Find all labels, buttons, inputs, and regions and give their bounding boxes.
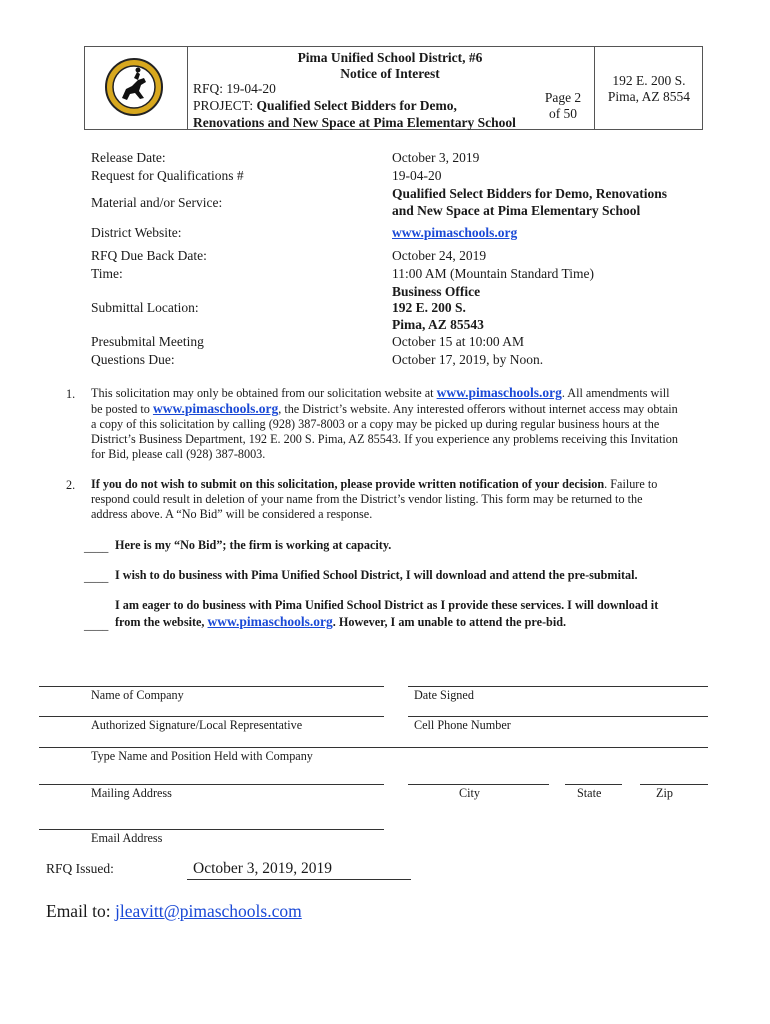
cell-phone-label: Cell Phone Number (414, 718, 511, 732)
option-no-bid: Here is my “No Bid”; the firm is working at capacity. (115, 538, 392, 552)
text-run: from the website, (115, 615, 208, 629)
city-line[interactable] (408, 784, 549, 785)
questions-label: Questions Due: (91, 352, 175, 367)
project-line (193, 98, 457, 114)
rfq-number: RFQ: 19-04-20 (193, 81, 276, 96)
email-line-text (46, 901, 302, 922)
material-value-cont: and New Space at Pima Elementary School (392, 203, 641, 218)
time-label: Time: (91, 266, 123, 281)
zip-label: Zip (656, 786, 673, 800)
district-name: Pima Unified School District, #6 (297, 50, 483, 65)
text-run: be posted to (91, 402, 153, 416)
questions-value: October 17, 2019, by Noon. (392, 352, 544, 367)
paragraph-line: address above. A “No Bid” will be considered a response. (91, 507, 373, 521)
page-number: Page 2 (544, 90, 582, 105)
type-name-line[interactable] (39, 747, 708, 748)
solicitation-link[interactable]: www.pimaschools.org (436, 385, 562, 400)
page-total: of 50 (548, 106, 578, 121)
district-logo-icon (104, 56, 164, 118)
material-label: Material and/or Service: (91, 195, 223, 210)
header-address-city: Pima, AZ 8554 (607, 89, 691, 104)
paragraph-line (91, 401, 711, 417)
due-date-value: October 24, 2019 (392, 248, 487, 263)
paragraph-line: District’s Business Department, 192 E. 200 S. Pima, AZ 85543. If you experience any problems receiving this Invitation (91, 432, 678, 446)
presubmittal-label: Presubmital Meeting (91, 334, 204, 349)
website-link[interactable]: www.pimaschools.org (392, 225, 518, 240)
cell-phone-line[interactable] (408, 716, 708, 717)
project-title-cont: Renovations and New Space at Pima Elementary School (193, 115, 516, 130)
location-office: Business Office (392, 284, 481, 299)
option-blank[interactable]: ____ (84, 618, 109, 632)
company-line[interactable] (39, 686, 384, 687)
rfq-issued-label: RFQ Issued: (46, 861, 114, 876)
option-blank[interactable]: ____ (84, 570, 109, 584)
release-date-label: Release Date: (91, 150, 166, 165)
para-number: 1. (66, 387, 76, 401)
paragraph-line: a copy of this solicitation by calling (928) 387-8003 or a copy may be picked up during regular business hours at the (91, 417, 660, 431)
notice-title: Notice of Interest (340, 66, 440, 81)
text-run: October 3, 2019, 2019 (193, 860, 333, 877)
location-label: Submittal Location: (91, 300, 199, 315)
email-line[interactable] (39, 829, 384, 830)
location-street: 192 E. 200 S. (392, 300, 466, 315)
signature-line[interactable] (39, 716, 384, 717)
time-value: 11:00 AM (Mountain Standard Time) (392, 266, 595, 281)
mailing-line[interactable] (39, 784, 384, 785)
date-signed-label: Date Signed (414, 688, 474, 702)
text-run: . All amendments will (561, 386, 670, 400)
option-blank[interactable]: ____ (84, 540, 109, 554)
material-value: Qualified Select Bidders for Demo, Renovations (392, 186, 667, 201)
header-address-street: 192 E. 200 S. (612, 73, 686, 88)
state-line[interactable] (565, 784, 622, 785)
header-divider (594, 46, 595, 130)
signature-label: Authorized Signature/Local Representative (91, 718, 303, 732)
text-run: . Failure to (604, 477, 658, 491)
district-website-link[interactable]: www.pimaschools.org (152, 401, 279, 416)
company-label: Name of Company (91, 688, 184, 702)
text-run: This solicitation may only be obtained from our solicitation website at (91, 386, 437, 400)
option-attend: I wish to do business with Pima Unified School District, I will download and attend the pre-submital. (115, 568, 638, 582)
date-signed-line[interactable] (408, 686, 708, 687)
project-prefix: PROJECT: (193, 98, 257, 113)
rfq-issued-field (187, 860, 411, 880)
paragraph-line (91, 477, 711, 492)
paragraph-line: respond could result in deletion of your name from the District’s vendor listing. This form may be returned to the (91, 492, 643, 506)
paragraph-line: for Bid, please call (928) 387-8003. (91, 447, 266, 461)
city-label: City (459, 786, 480, 800)
email-address-label: Email Address (91, 831, 163, 845)
text-run: , the District’s website. Any interested offerors without internet access may obtain (278, 402, 678, 416)
header-divider (187, 46, 188, 130)
option-no-attend-cont (115, 614, 566, 630)
due-date-label: RFQ Due Back Date: (91, 248, 207, 263)
rfq-num-value: 19-04-20 (392, 168, 442, 183)
rfq-issued-value (193, 860, 332, 878)
release-date-value: October 3, 2019 (392, 150, 480, 165)
website-label: District Website: (91, 225, 182, 240)
option-website-link[interactable]: www.pimaschools.org (207, 614, 333, 629)
paragraph-line (91, 385, 711, 401)
location-city: Pima, AZ 85543 (392, 317, 484, 332)
no-bid-paragraph (91, 477, 711, 522)
presubmittal-value: October 15 at 10:00 AM (392, 334, 524, 349)
email-label: Email to: (46, 901, 111, 921)
project-title: Qualified Select Bidders for Demo, (256, 98, 457, 113)
email-link[interactable]: jleavitt@pimaschools.com (115, 901, 302, 921)
text-run: . However, I am unable to attend the pre-bid. (332, 615, 567, 629)
state-label: State (577, 786, 602, 800)
zip-line[interactable] (640, 784, 708, 785)
option-no-attend: I am eager to do business with Pima Unified School District as I provide these services. I will download it (115, 598, 659, 612)
solicitation-paragraph (91, 385, 711, 462)
rfq-num-label: Request for Qualifications # (91, 168, 244, 183)
text-run: If you do not wish to submit on this solicitation, please provide written notification of your decision (91, 477, 605, 491)
mailing-label: Mailing Address (91, 786, 172, 800)
para-number: 2. (66, 478, 76, 492)
type-name-label: Type Name and Position Held with Company (91, 749, 313, 763)
